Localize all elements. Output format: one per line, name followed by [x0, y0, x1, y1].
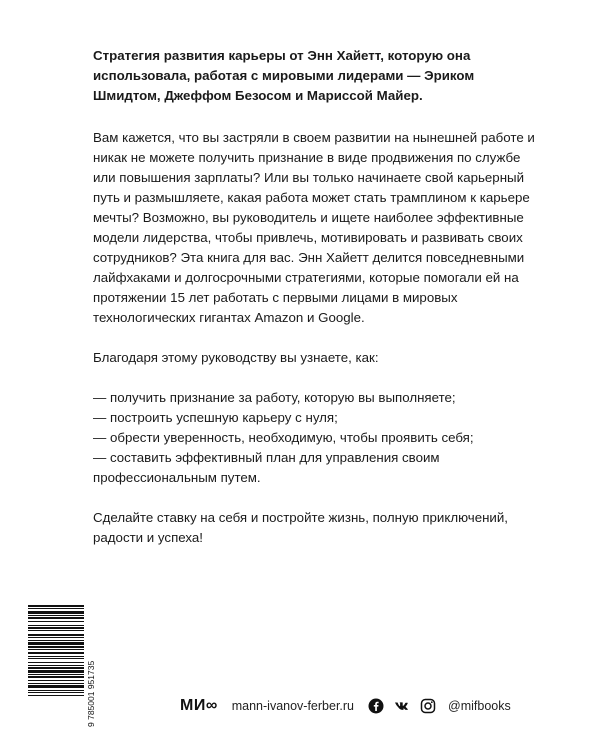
barcode-bar	[28, 634, 84, 636]
benefit-list	[93, 388, 543, 488]
barcode-bar	[28, 640, 84, 641]
list-item: — построить успешную карьеру с нуля;	[93, 410, 338, 425]
vk-icon[interactable]	[394, 698, 410, 714]
barcode-bar	[28, 656, 84, 657]
barcode-bar	[28, 649, 84, 650]
barcode-bar	[28, 646, 84, 648]
barcode-bar	[28, 695, 84, 696]
barcode-bar	[28, 680, 84, 681]
barcode-bar	[28, 637, 84, 638]
barcode-bar	[28, 617, 84, 619]
barcode-bar	[28, 605, 84, 607]
list-item: — обрести уверенность, необходимую, чтобы проявить себя;	[93, 430, 474, 445]
barcode-bar	[28, 630, 84, 631]
barcode-bar	[28, 627, 84, 629]
publisher-logo: МИ∞	[180, 697, 218, 714]
publisher-footer	[180, 696, 511, 716]
barcode-bar	[28, 611, 84, 614]
learn-intro: Благодаря этому руководству вы узнаете, как:	[93, 350, 379, 365]
closing-paragraph: Сделайте ставку на себя и постройте жизнь, полную приключений, радости и успеха!	[93, 510, 508, 545]
barcode-bar	[28, 642, 84, 645]
barcode-bar	[28, 676, 84, 678]
barcode-bar	[28, 615, 84, 616]
barcode-bar	[28, 662, 84, 663]
back-cover-text	[93, 46, 543, 568]
barcode-bar	[28, 685, 84, 688]
barcode-bar	[28, 621, 84, 622]
barcode-bar	[28, 652, 84, 654]
barcode-bar	[28, 608, 84, 609]
facebook-icon[interactable]	[368, 698, 384, 714]
list-item: — получить признание за работу, которую вы выполняете;	[93, 390, 456, 405]
barcode-bar	[28, 692, 84, 693]
social-handle[interactable]: @mifbooks	[448, 699, 511, 713]
barcode-bars	[28, 605, 84, 696]
barcode-bar	[28, 625, 84, 626]
barcode-bar	[28, 658, 84, 659]
intro-paragraph: Вам кажется, что вы застряли в своем развитии на нынешней работе и никак не можете получить признание в виде продвижения по службе или повышения зарплаты? Или вы только начинаете свой карьерный путь и размышляете, какая работа может стать трамплином к карьере мечты? Возможно, вы руководитель и ищете наиболее эффективные модели лидерства, чтобы привлечь, мотивировать и развивать своих сотрудников? Эта книга для вас. Энн Хайетт делится повседневными лайфхаками и долгосрочными стратегиями, которые помогали ей на протяжении 15 лет работать с первыми лицами в мировых технологических гигантах Amazon и Google.	[93, 130, 535, 325]
isbn-number: 9 785001 951735	[86, 660, 96, 727]
barcode-bar	[28, 674, 84, 675]
barcode-bar	[28, 683, 84, 684]
barcode-bar	[28, 670, 84, 673]
isbn-barcode	[28, 603, 100, 727]
barcode-bar	[28, 665, 84, 666]
publisher-site-link[interactable]: mann-ivanov-ferber.ru	[231, 699, 355, 713]
barcode-bar	[28, 667, 84, 669]
barcode-bar	[28, 690, 84, 691]
lead-paragraph: Стратегия развития карьеры от Энн Хайетт, которую она использовала, работая с мировыми лидерами — Эриком Шмидтом, Джеффом Безосом и Мариссой Майер.	[93, 48, 475, 103]
instagram-icon[interactable]	[420, 698, 436, 714]
list-item: — составить эффективный план для управления своим профессиональным путем.	[93, 450, 440, 485]
